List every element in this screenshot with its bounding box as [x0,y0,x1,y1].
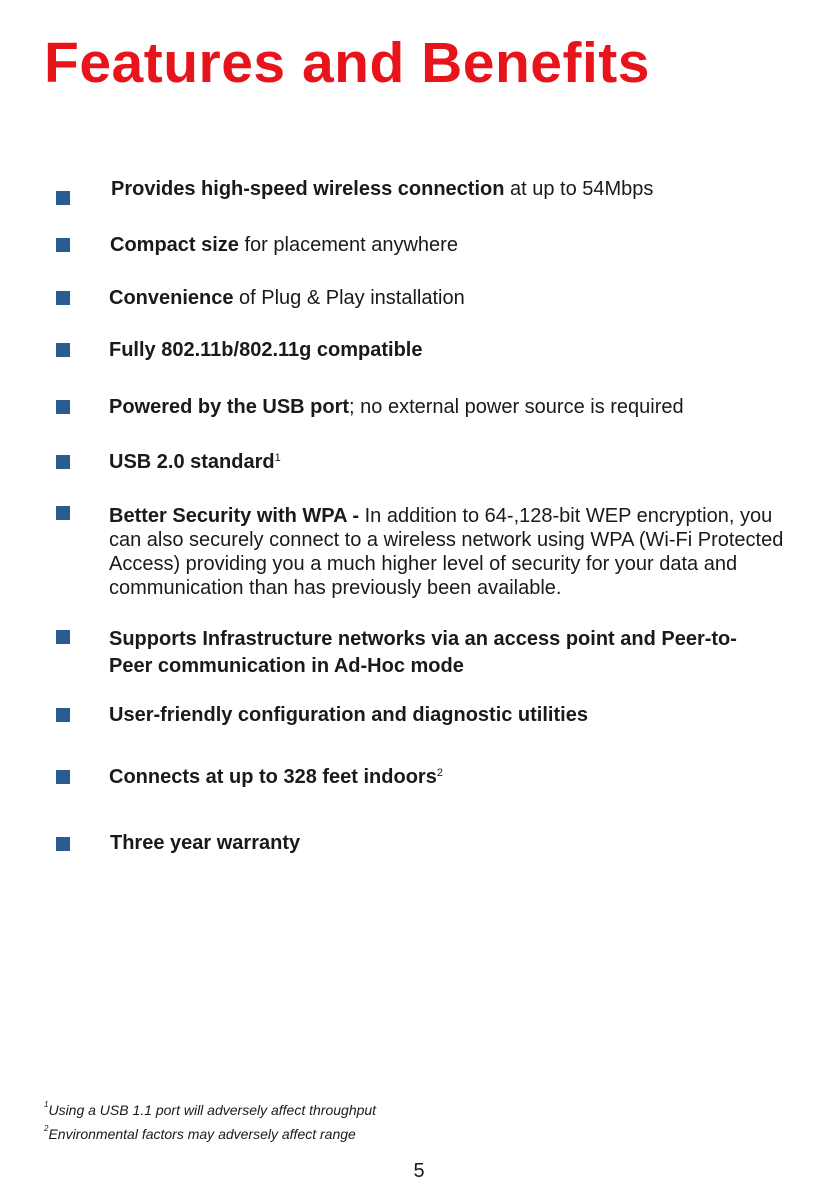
square-bullet-icon [56,455,70,469]
footnote-mark: 1 [44,1100,49,1109]
feature-text [110,233,810,257]
feature-text [109,286,809,310]
feature-text [109,395,809,419]
feature-text [110,831,810,855]
feature-bold: Provides high-speed wireless connection [111,178,505,200]
footnote-text: Environmental factors may adversely affect range [48,1126,356,1142]
feature-text [109,504,799,600]
feature-text [109,338,809,362]
page-title: Features and Benefits [44,31,650,95]
feature-bold: Compact size [110,234,239,256]
feature-text [109,450,809,474]
square-bullet-icon [56,343,70,357]
footnote-ref: 2 [436,767,443,779]
footnote [44,1126,356,1142]
feature-rest: In addition to 64-,128-bit WEP encryption, you can also securely connect to a wireless network using WPA (Wi-Fi Protected Access) providing you a much higher level of security for your data and communication than has previously been available. [109,505,784,599]
square-bullet-icon [56,238,70,252]
feature-rest: at up to 54Mbps [504,178,654,200]
feature-bold: Three year warranty [110,832,301,854]
footnote-text: Using a USB 1.1 port will adversely affect throughput [48,1102,377,1118]
feature-bold: USB 2.0 standard [109,451,275,473]
square-bullet-icon [56,630,70,644]
feature-bold: User-friendly configuration and diagnostic utilities [109,704,588,726]
footnote-mark: 2 [44,1124,49,1133]
feature-bold: Better Security with WPA - [109,505,360,527]
feature-rest: of Plug & Play installation [233,287,465,309]
footnote-ref: 1 [274,452,281,464]
square-bullet-icon [56,191,70,205]
feature-text [109,765,809,789]
square-bullet-icon [56,291,70,305]
square-bullet-icon [56,770,70,784]
footnote [44,1102,376,1118]
feature-text [111,177,811,201]
feature-bold: Powered by the USB port [109,396,350,418]
feature-text [109,626,739,680]
square-bullet-icon [56,837,70,851]
square-bullet-icon [56,506,70,520]
page-number: 5 [413,1160,425,1182]
feature-bold: Fully 802.11b/802.11g compatible [109,339,423,361]
feature-rest: for placement anywhere [238,234,458,256]
feature-rest: ; no external power source is required [349,396,684,418]
feature-bold: Convenience [109,287,234,309]
square-bullet-icon [56,400,70,414]
feature-bold: Supports Infrastructure networks via an access point and Peer-to-Peer communication in Ad-Hoc mode [109,628,737,677]
feature-text [109,703,809,727]
square-bullet-icon [56,708,70,722]
feature-bold: Connects at up to 328 feet indoors [109,766,437,788]
